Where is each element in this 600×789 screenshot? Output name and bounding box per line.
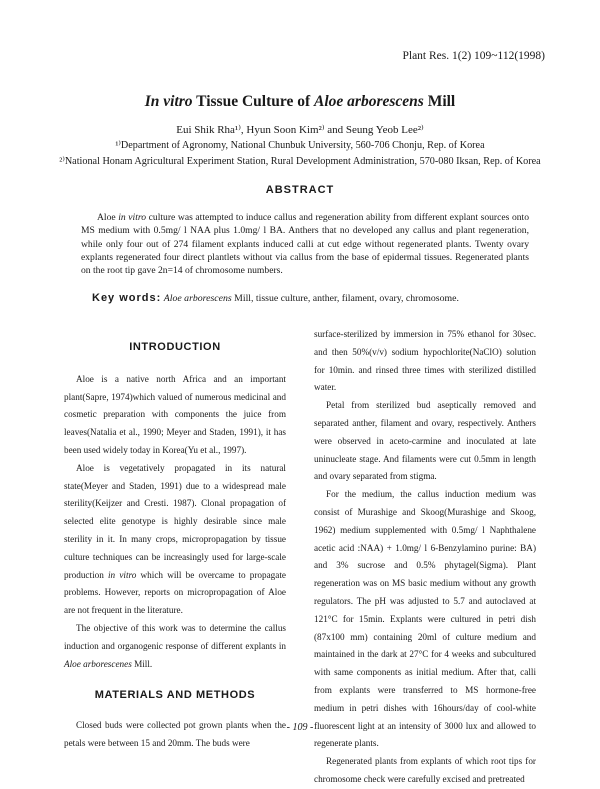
abstract-heading: ABSTRACT: [265, 184, 335, 196]
page-number: - 109 -: [286, 722, 314, 733]
abstract-italic: in vitro: [118, 212, 147, 223]
materials-paragraph-2: Petal from sterilized bud aseptically removed and separated anther, filament and ovary, respectively. Anthers were observed in aceto-carmine and inoculated at late uninucleate stage. And filaments were cut 0.5mm in length and ovary separated from stigma.: [314, 400, 536, 482]
intro-p3-text-a: The objective of this work was to determine the callus induction and organogenic response of different explants in: [64, 622, 286, 651]
title-end: Mill: [423, 93, 456, 110]
introduction-heading: INTRODUCTION: [129, 341, 221, 353]
affiliation-1: ¹⁾Department of Agronomy, National Chunbuk University, 560-706 Chonju, Rep. of Korea: [115, 140, 485, 151]
materials-paragraph-1-continued: surface-sterilized by immersion in 75% ethanol for 30sec. and then 50%(v/v) sodium hypochlorite(NaClO) solution for 10min. and rinsed three times with sterilized distilled water.: [314, 329, 536, 393]
intro-paragraph-1: Aloe is a native north Africa and an important plant(Sapre, 1974)which valued of numerous medicinal and cosmetic preparation with components the juice from leaves(Natalia et al., 1990; Meyer and Staden, 1991), it has been used widely today in Korea(Yu et al., 1997).: [64, 373, 286, 455]
abstract-text-rest: culture was attempted to induce callus and regeneration ability from different explant sources onto MS medium with 0.5mg/ l NAA plus 1.0mg/ l BA. Anthers that no developed any callus and plant regeneration, while only four out of 274 filament explants induced calli at cut edge without regenerated plants. Twenty ovary explants regenerated four direct plantlets without via callus from the base of epidermal tissues. Regenerated plants on the root tip gave 2n=14 of chromosome numbers.: [81, 212, 530, 277]
right-column: [314, 326, 536, 789]
title-species: Aloe arborescens: [314, 93, 424, 110]
intro-p3-italic: Aloe arborescenes: [64, 658, 132, 669]
intro-p2-italic: in vitro: [108, 569, 137, 580]
author-list: Eui Shik Rha¹⁾, Hyun Soon Kim²⁾ and Seung Yeob Lee²⁾: [176, 124, 424, 136]
keywords-text: Mill, tissue culture, anther, filament, ovary, chromosome.: [231, 293, 459, 304]
left-column: [64, 326, 286, 753]
intro-p2-text-b: which will be overcame to propagate problems. However, reports on micropropagation of Aloe are not frequent in the literature.: [64, 569, 286, 616]
affiliation-2: ²⁾National Honam Agricultural Experiment Station, Rural Development Administration, 570-080 Iksan, Rep. of Korea: [59, 156, 541, 167]
intro-paragraph-2: [64, 460, 286, 620]
keywords-colon: :: [156, 292, 162, 304]
materials-paragraph-3: For the medium, the callus induction medium was consist of Murashige and Skoog(Murashige and Skoog, 1962) medium supplemented with 0.5mg/ l Naphthalene acetic acid :NAA) + 1.0mg/ l 6-Benzylamino purine: BA) and 3% sucrose and 0.5% phytagel(Sigma). Plant regeneration was on MS basic medium without any growth regulators. The pH was adjusted to 5.7 and autoclaved at 121°C for 15min. Explants were cultured in petri dish (87x100 mm) containing 20ml of culture medium and maintained in the dark at 27°C for 4 weeks and subcultured with same components as initial medium. After that, calli from explants were transferred to MS hormone-free medium in petri dishes with 16hours/day of cool-white fluorescent light at an intensity of 3000 lux and allowed to regenerate plants.: [314, 489, 536, 749]
title-in-vitro: In vitro: [144, 93, 193, 110]
materials-paragraph-1: Closed buds were collected pot grown plants when the petals were between 15 and 20mm. The buds were: [64, 720, 286, 748]
abstract-text-start: Aloe: [97, 212, 119, 223]
materials-paragraph-4: Regenerated plants from explants of which root tips for chromosome check were carefully excised and pretreated: [314, 756, 536, 784]
intro-p2-text-a: Aloe is vegetatively propagated in its natural state(Meyer and Staden, 1991) due to a widespread male sterility(Keijzer and Cresti. 1987). Clonal propagation of selected elite genotype is highly desirable since male sterility in it. In many crops, micropropagation by tissue culture techniques can be increasingly used for large-scale production: [64, 462, 286, 580]
keywords-label: Key words: [92, 292, 157, 304]
journal-citation: Plant Res. 1(2) 109~112(1998): [402, 50, 545, 62]
intro-p3-text-b: Mill.: [131, 658, 153, 669]
keywords-italic: Aloe arborescens: [163, 293, 232, 304]
intro-paragraph-3: [64, 620, 286, 673]
materials-heading: MATERIALS AND METHODS: [94, 689, 256, 702]
title-middle: Tissue Culture of: [192, 93, 315, 110]
keywords-line: [92, 292, 532, 304]
abstract-body: [81, 211, 529, 277]
paper-title: [0, 93, 600, 111]
